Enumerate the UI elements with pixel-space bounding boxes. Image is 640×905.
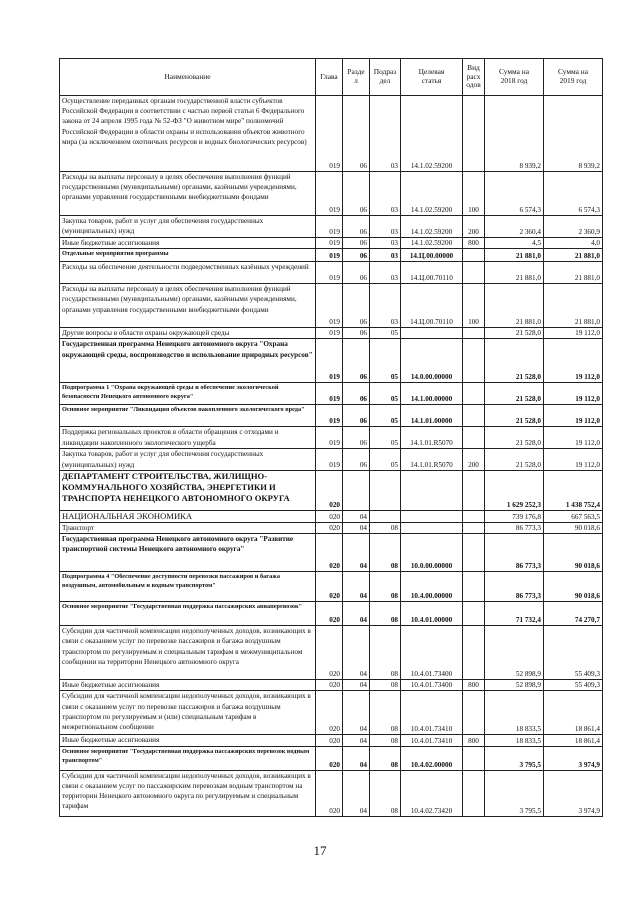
row-sum-2019: 19 112,0 [544,339,603,383]
row-target: 14.1.02.59200 [401,216,463,238]
row-razdel: 06 [343,328,370,339]
row-podrazdel: 05 [370,339,401,383]
row-podrazdel: 05 [370,328,401,339]
row-sum-2019: 21 881,0 [544,262,603,284]
row-sum-2019: 90 018,6 [544,572,603,602]
row-name: Подпрограмма 1 "Охрана окружающей среды и обеспечение экологической безопасности Ненецкого автономного округа" [60,383,316,405]
row-razdel: 04 [343,534,370,572]
row-target: 10.4.01.73400 [401,626,463,680]
row-vid [463,523,485,534]
row-glava: 019 [316,405,343,427]
row-razdel: 06 [343,405,370,427]
row-glava: 020 [316,770,343,816]
row-glava: 020 [316,511,343,523]
row-razdel: 04 [343,626,370,680]
row-vid [463,427,485,449]
row-razdel: 06 [343,238,370,249]
row-target: 14.Ц.00.70110 [401,284,463,328]
table-row [60,626,603,680]
row-vid [463,626,485,680]
row-name: Иные бюджетные ассигнования [60,680,316,691]
row-podrazdel: 08 [370,770,401,816]
row-name: Отдельные мероприятия программы [60,249,316,262]
row-target: 14.1.01.00000 [401,405,463,427]
row-razdel: 04 [343,691,370,735]
row-name: Осуществление переданных органам государственной власти субъектов Российской Федерации в соответствии с частью первой статьи 6 Федерального закона от 24 апреля 1995 года № 52-ФЗ "О животном мире" полномочий Российской Федерации в области охраны и использования объектов животного мира (за исключением охотничьих ресурсов и водных биологических ресурсов) [60,96,316,172]
row-sum-2019: 19 112,0 [544,449,603,471]
header-sum-2019: Сумма на 2019 год [544,59,603,96]
table-row [60,523,603,534]
row-glava: 019 [316,427,343,449]
row-vid: 200 [463,216,485,238]
row-glava: 019 [316,172,343,216]
table-row [60,691,603,735]
row-sum-2019: 90 018,6 [544,534,603,572]
row-sum-2018: 71 732,4 [485,602,544,626]
row-glava: 019 [316,96,343,172]
row-glava: 020 [316,572,343,602]
table-body [60,96,603,817]
table-row [60,216,603,238]
row-vid [463,249,485,262]
row-vid [463,602,485,626]
row-name: Поддержка региональных проектов в области обращения с отходами и ликвидации накопленного экологического ущерба [60,427,316,449]
header-sum-2018: Сумма на 2018 год [485,59,544,96]
row-glava: 019 [316,262,343,284]
row-name: Иные бюджетные ассигнования [60,735,316,746]
row-target: 14.1.02.59200 [401,172,463,216]
page-number: 17 [313,843,327,858]
row-vid [463,534,485,572]
row-name: Закупка товаров, работ и услуг для обеспечения государственных (муниципальных) нужд [60,449,316,471]
row-razdel: 06 [343,339,370,383]
row-podrazdel: 08 [370,572,401,602]
row-glava: 020 [316,602,343,626]
row-razdel: 06 [343,249,370,262]
header-glava: Глава [316,59,343,96]
table-row [60,511,603,523]
row-sum-2019: 667 563,5 [544,511,603,523]
row-vid [463,746,485,770]
row-podrazdel: 03 [370,216,401,238]
table-row [60,427,603,449]
row-sum-2019: 55 409,3 [544,626,603,680]
row-target: 10.4.02.73420 [401,770,463,816]
row-podrazdel: 03 [370,249,401,262]
row-razdel: 04 [343,770,370,816]
row-glava: 020 [316,691,343,735]
row-sum-2018: 21 528,0 [485,328,544,339]
row-razdel: 06 [343,284,370,328]
row-target [401,511,463,523]
table-row [60,96,603,172]
row-sum-2018: 21 528,0 [485,427,544,449]
row-glava: 020 [316,746,343,770]
row-vid: 100 [463,284,485,328]
row-target: 10.4.02.00000 [401,746,463,770]
row-sum-2019: 6 574,3 [544,172,603,216]
row-name: НАЦИОНАЛЬНАЯ ЭКОНОМИКА [60,511,316,523]
row-sum-2018: 21 528,0 [485,339,544,383]
row-razdel: 06 [343,172,370,216]
row-sum-2019: 3 974,9 [544,770,603,816]
row-razdel: 04 [343,680,370,691]
row-razdel: 06 [343,216,370,238]
row-sum-2019: 19 112,0 [544,405,603,427]
row-sum-2018: 4,5 [485,238,544,249]
row-sum-2019: 19 112,0 [544,328,603,339]
budget-table [59,58,603,817]
row-podrazdel: 08 [370,691,401,735]
row-name: Государственная программа Ненецкого автономного округа "Охрана окружающей среды, воспроизводство и использование природных ресурсов" [60,339,316,383]
row-podrazdel: 08 [370,523,401,534]
row-target: 10.4.01.73400 [401,680,463,691]
row-target: 10.4.00.00000 [401,572,463,602]
row-name: ДЕПАРТАМЕНТ СТРОИТЕЛЬСТВА, ЖИЛИЩНО-КОММУНАЛЬНОГО ХОЗЯЙСТВА, ЭНЕРГЕТИКИ И ТРАНСПОРТА НЕНЕЦКОГО АВТОНОМНОГО ОКРУГА [60,471,316,511]
row-sum-2018: 8 939,2 [485,96,544,172]
row-target: 14.Ц.00.70110 [401,262,463,284]
row-sum-2018: 86 773,3 [485,523,544,534]
row-name: Основное мероприятие "Государственная поддержка пассажирских перевозок водным транспортом" [60,746,316,770]
row-razdel: 06 [343,427,370,449]
table-row [60,339,603,383]
row-name: Государственная программа Ненецкого автономного округа "Развитие транспортной системы Ненецкого автономного округа" [60,534,316,572]
row-vid [463,96,485,172]
row-sum-2019: 55 409,3 [544,680,603,691]
table-row [60,238,603,249]
row-target: 14.1.00.00000 [401,383,463,405]
row-sum-2018: 86 773,3 [485,534,544,572]
table-row [60,770,603,816]
row-sum-2018: 21 528,0 [485,383,544,405]
table-row [60,680,603,691]
row-target: 10.4.01.00000 [401,602,463,626]
row-name: Субсидии для частичной компенсации недополученных доходов, возникающих в связи с оказанием услуг по пассажирским перевозкам водным транспортом на территории Ненецкого автономного округа по регулируемым и специальным тарифам [60,770,316,816]
row-razdel [343,471,370,511]
row-podrazdel: 08 [370,680,401,691]
row-sum-2018: 6 574,3 [485,172,544,216]
table-row [60,471,603,511]
row-sum-2018: 52 898,9 [485,680,544,691]
row-sum-2019: 4,0 [544,238,603,249]
table-row [60,284,603,328]
row-sum-2019: 2 360,9 [544,216,603,238]
row-name: Расходы на обеспечение деятельности подведомственных казённых учреждений [60,262,316,284]
row-sum-2018: 21 528,0 [485,449,544,471]
row-vid [463,471,485,511]
row-podrazdel: 08 [370,602,401,626]
row-sum-2018: 21 881,0 [485,262,544,284]
header-podrazdel: Подраз дел [370,59,401,96]
row-podrazdel: 08 [370,735,401,746]
row-target: 14.1.02.59200 [401,96,463,172]
row-podrazdel: 05 [370,405,401,427]
row-podrazdel: 03 [370,172,401,216]
row-sum-2019: 21 881,0 [544,249,603,262]
row-vid: 200 [463,449,485,471]
row-vid [463,383,485,405]
row-podrazdel: 03 [370,284,401,328]
row-vid [463,770,485,816]
row-razdel: 04 [343,735,370,746]
row-name: Расходы на выплаты персоналу в целях обеспечения выполнения функций государственными (муниципальными) органами, казёнными учреждениями, органами управления государственными внебюджетными фондами [60,172,316,216]
row-target: 10.4.01.73410 [401,691,463,735]
row-podrazdel: 03 [370,96,401,172]
row-target: 10.0.00.00000 [401,534,463,572]
row-glava: 019 [316,383,343,405]
row-target: 14.0.00.00000 [401,339,463,383]
table-row [60,735,603,746]
row-target: 14.1.01.R5070 [401,449,463,471]
row-glava: 019 [316,249,343,262]
row-name: Субсидии для частичной компенсации недополученных доходов, возникающих в связи с оказанием услуг по перевозке пассажиров и багажа воздушным транспортом по регулируемым и (или) специальным тарифам в межрегиональном сообщении [60,691,316,735]
row-target [401,523,463,534]
row-sum-2019: 8 939,2 [544,96,603,172]
row-name: Транспорт [60,523,316,534]
row-glava: 019 [316,284,343,328]
row-podrazdel: 08 [370,746,401,770]
row-sum-2019: 3 974,9 [544,746,603,770]
row-sum-2018: 2 360,4 [485,216,544,238]
row-target: 14.1.02.59200 [401,238,463,249]
row-target [401,328,463,339]
row-podrazdel: 08 [370,626,401,680]
row-sum-2019: 18 861,4 [544,691,603,735]
row-glava: 019 [316,238,343,249]
row-vid: 100 [463,172,485,216]
row-target: 14.Ц.00.00000 [401,249,463,262]
row-glava: 019 [316,216,343,238]
row-name: Другие вопросы в области охраны окружающей среды [60,328,316,339]
row-vid [463,262,485,284]
table-row [60,383,603,405]
row-sum-2018: 21 881,0 [485,249,544,262]
row-sum-2018: 52 898,9 [485,626,544,680]
row-vid: 800 [463,238,485,249]
row-vid [463,691,485,735]
table-row [60,602,603,626]
row-name: Подпрограмма 4 "Обеспечение доступности перевозки пассажиров и багажа воздушным, автомобильным и водным транспортом" [60,572,316,602]
row-glava: 020 [316,626,343,680]
row-name: Основное мероприятие "Ликвидация объектов накопленного экологического вреда" [60,405,316,427]
table-row [60,405,603,427]
row-sum-2019: 90 018,6 [544,523,603,534]
row-razdel: 04 [343,511,370,523]
row-vid [463,511,485,523]
row-razdel: 04 [343,572,370,602]
row-podrazdel: 05 [370,383,401,405]
row-sum-2018: 21 881,0 [485,284,544,328]
row-name: Субсидии для частичной компенсации недополученных доходов, возникающих в связи с оказанием услуг по перевозке пассажиров и багажа воздушным транспортом по регулируемым и специальным тарифам в межмуниципальном сообщении на территории Ненецкого автономного округа [60,626,316,680]
row-name: Иные бюджетные ассигнования [60,238,316,249]
row-glava: 019 [316,339,343,383]
row-podrazdel: 05 [370,449,401,471]
row-podrazdel: 03 [370,262,401,284]
row-vid: 800 [463,735,485,746]
row-glava: 020 [316,680,343,691]
row-razdel: 04 [343,523,370,534]
row-sum-2019: 74 270,7 [544,602,603,626]
row-sum-2019: 21 881,0 [544,284,603,328]
row-target: 14.1.01.R5070 [401,427,463,449]
row-podrazdel [370,511,401,523]
row-podrazdel [370,471,401,511]
table-row [60,262,603,284]
row-vid [463,572,485,602]
table-row [60,249,603,262]
row-name: Основное мероприятие "Государственная поддержка пассажирских авиаперевозок" [60,602,316,626]
row-sum-2018: 18 833,5 [485,735,544,746]
row-glava: 019 [316,449,343,471]
row-razdel: 04 [343,746,370,770]
row-sum-2019: 18 861,4 [544,735,603,746]
row-razdel: 06 [343,383,370,405]
row-glava: 020 [316,471,343,511]
row-vid [463,339,485,383]
row-name: Закупка товаров, работ и услуг для обеспечения государственных (муниципальных) нужд [60,216,316,238]
row-target [401,471,463,511]
header-razdel: Разде л [343,59,370,96]
row-sum-2018: 3 795,5 [485,770,544,816]
row-sum-2018: 21 528,0 [485,405,544,427]
row-vid [463,405,485,427]
row-sum-2018: 739 176,8 [485,511,544,523]
header-vid: Вид расх одов [463,59,485,96]
row-sum-2018: 18 833,5 [485,691,544,735]
row-sum-2018: 3 795,5 [485,746,544,770]
row-razdel: 06 [343,449,370,471]
table-row [60,328,603,339]
row-razdel: 06 [343,262,370,284]
header-target: Целевая статья [401,59,463,96]
row-podrazdel: 05 [370,427,401,449]
row-name: Расходы на выплаты персоналу в целях обеспечения выполнения функций государственными (муниципальными) органами, казёнными учреждениями, органами управления государственными внебюджетными фондами [60,284,316,328]
header-name: Наименование [60,59,316,96]
row-glava: 019 [316,328,343,339]
row-podrazdel: 08 [370,534,401,572]
row-sum-2019: 19 112,0 [544,427,603,449]
row-sum-2019: 1 438 752,4 [544,471,603,511]
row-vid: 800 [463,680,485,691]
table-row [60,449,603,471]
table-header-row [60,59,603,96]
row-glava: 020 [316,534,343,572]
row-sum-2018: 86 773,3 [485,572,544,602]
row-sum-2018: 1 629 252,3 [485,471,544,511]
row-glava: 020 [316,735,343,746]
table-row [60,534,603,572]
row-sum-2019: 19 112,0 [544,383,603,405]
table-row [60,172,603,216]
row-podrazdel: 03 [370,238,401,249]
row-razdel: 04 [343,602,370,626]
row-target: 10.4.01.73410 [401,735,463,746]
row-vid [463,328,485,339]
table-row [60,746,603,770]
table-row [60,572,603,602]
row-razdel: 06 [343,96,370,172]
row-glava: 020 [316,523,343,534]
